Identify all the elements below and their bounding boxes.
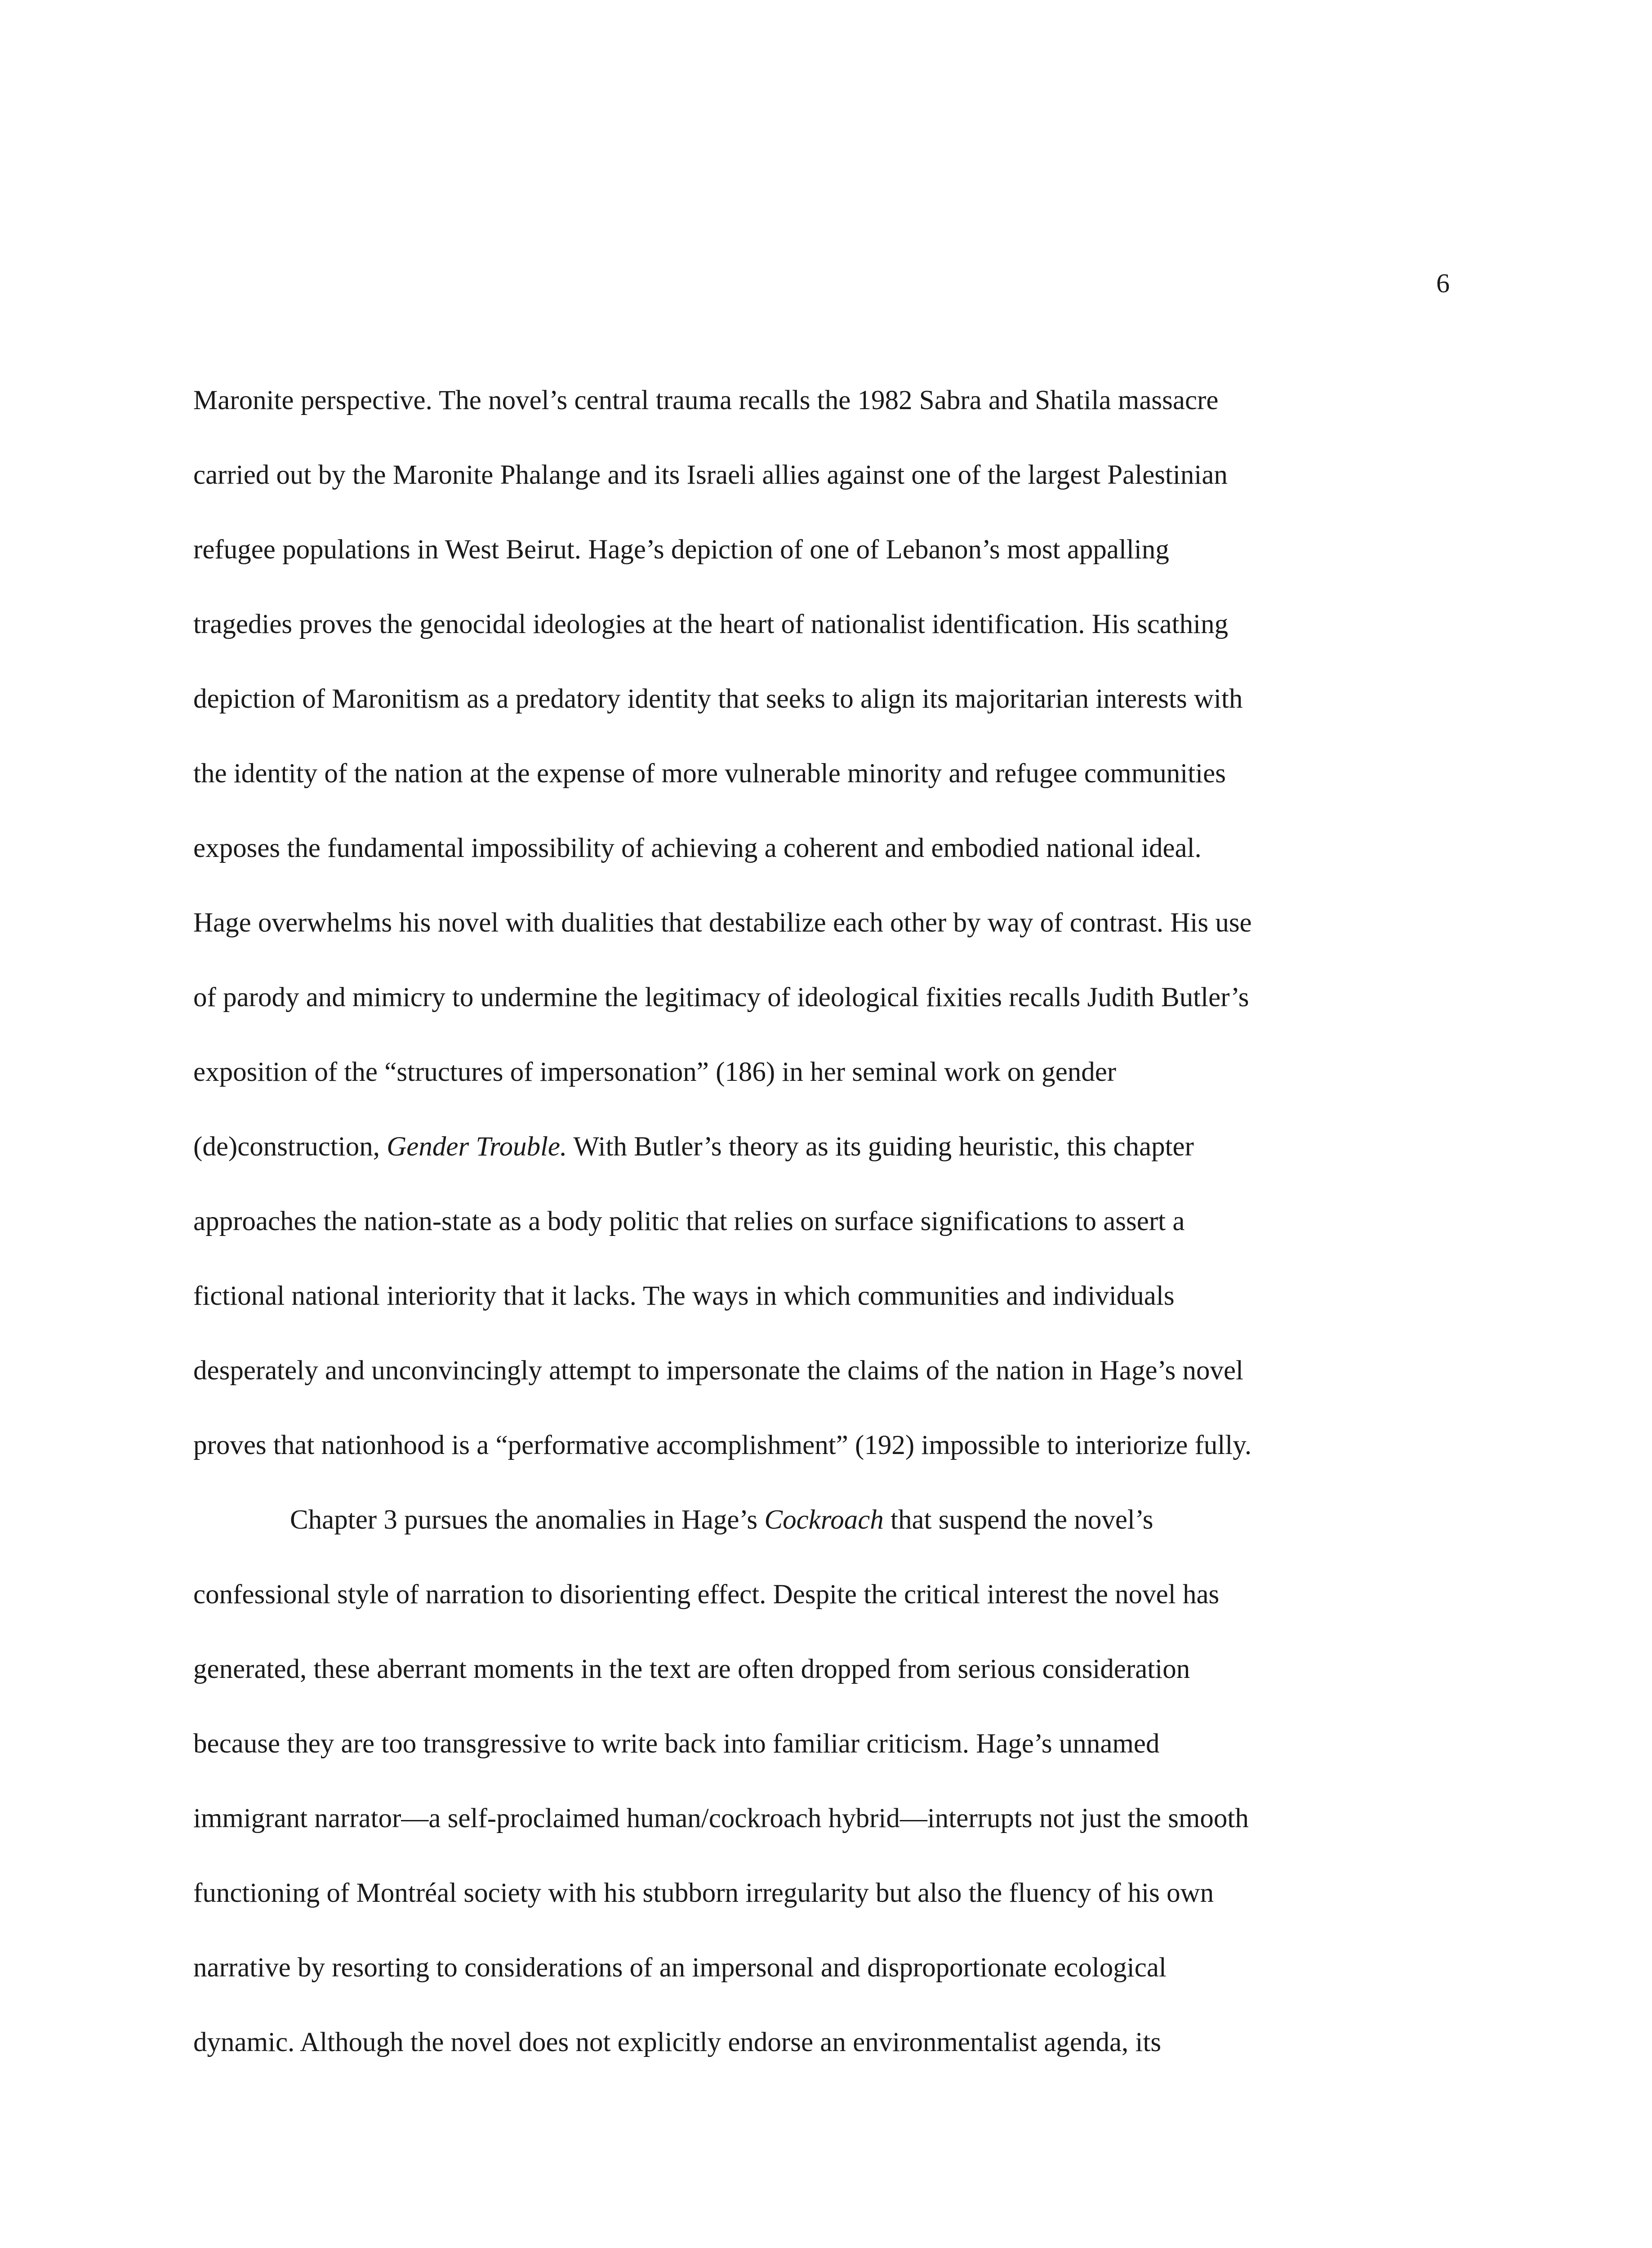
text-line: Maronite perspective. The novel’s central trauma recalls the 1982 Sabra and Shatila massacre xyxy=(193,385,1219,415)
text-line: confessional style of narration to disorienting effect. Despite the critical interest the novel has xyxy=(193,1579,1220,1610)
text-run: Chapter 3 pursues the anomalies in Hage’s xyxy=(290,1505,765,1535)
text-line: Hage overwhelms his novel with dualities that destabilize each other by way of contrast. His use xyxy=(193,908,1252,938)
text-line: approaches the nation-state as a body politic that relies on surface significations to assert a xyxy=(193,1206,1185,1236)
text-line: exposes the fundamental impossibility of achieving a coherent and embodied national ideal. xyxy=(193,833,1202,863)
text-line xyxy=(193,1110,1456,1184)
text-line: dynamic. Although the novel does not explicitly endorse an environmentalist agenda, its xyxy=(193,2027,1162,2057)
text-line: depiction of Maronitism as a predatory identity that seeks to align its majoritarian interests with xyxy=(193,684,1243,714)
book-title-cockroach: Cockroach xyxy=(764,1505,884,1535)
body-text xyxy=(193,363,1456,2080)
text-line xyxy=(193,1483,1456,1557)
text-line: desperately and unconvincingly attempt to impersonate the claims of the nation in Hage’s novel xyxy=(193,1356,1243,1386)
text-line: fictional national interiority that it lacks. The ways in which communities and individuals xyxy=(193,1281,1175,1311)
text-run: With Butler’s theory as its guiding heuristic, this chapter xyxy=(567,1132,1194,1162)
text-line: of parody and mimicry to undermine the legitimacy of ideological fixities recalls Judith Butler’s xyxy=(193,982,1249,1012)
text-line: generated, these aberrant moments in the text are often dropped from serious consideration xyxy=(193,1654,1190,1684)
text-line: refugee populations in West Beirut. Hage’s depiction of one of Lebanon’s most appalling xyxy=(193,535,1169,565)
book-title-gender-trouble: Gender Trouble. xyxy=(387,1132,567,1162)
text-line: tragedies proves the genocidal ideologies at the heart of nationalist identification. His scathing xyxy=(193,609,1229,639)
paragraph-1 xyxy=(193,363,1456,1483)
text-line: immigrant narrator—a self-proclaimed human/cockroach hybrid—interrupts not just the smooth xyxy=(193,1803,1249,1833)
text-run: (de)construction, xyxy=(193,1132,387,1162)
paragraph-2 xyxy=(193,1483,1456,2080)
text-line: carried out by the Maronite Phalange and its Israeli allies against one of the largest Palestinian xyxy=(193,460,1228,490)
page-number: 6 xyxy=(1436,268,1450,298)
text-line: because they are too transgressive to write back into familiar criticism. Hage’s unnamed xyxy=(193,1729,1160,1759)
text-line: narrative by resorting to considerations of an impersonal and disproportionate ecological xyxy=(193,1953,1167,1983)
text-line: functioning of Montréal society with his stubborn irregularity but also the fluency of his own xyxy=(193,1878,1214,1908)
text-line: proves that nationhood is a “performative accomplishment” (192) impossible to interiorize fully. xyxy=(193,1430,1252,1460)
text-line: exposition of the “structures of impersonation” (186) in her seminal work on gender xyxy=(193,1057,1117,1087)
text-run: that suspend the novel’s xyxy=(883,1505,1153,1535)
text-line: the identity of the nation at the expense of more vulnerable minority and refugee communities xyxy=(193,758,1226,789)
